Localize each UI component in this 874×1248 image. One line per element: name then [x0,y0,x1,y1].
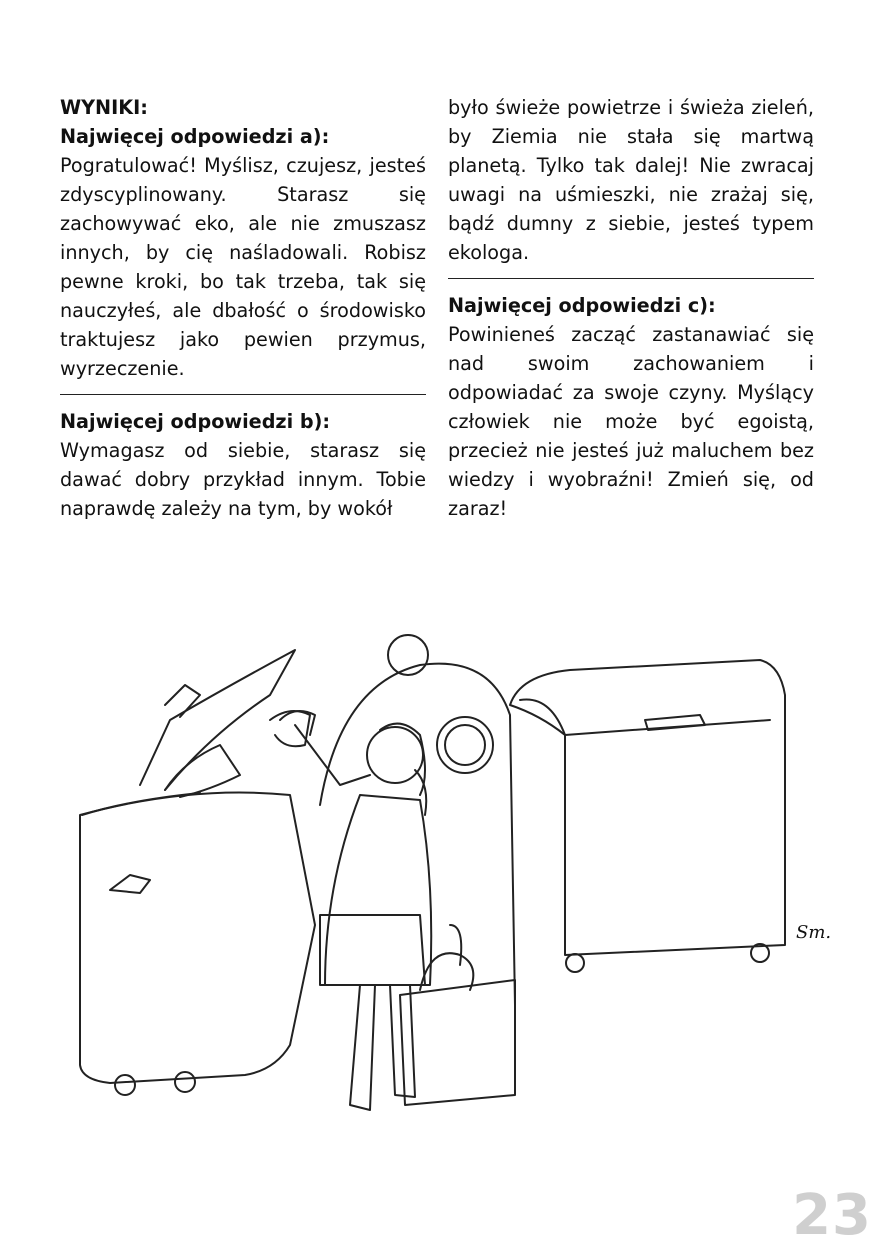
left-column [60,93,426,523]
results-title: WYNIKI: [60,96,148,119]
section-b-heading: Najwięcej odpowiedzi b): [60,410,331,433]
recycling-illustration [70,625,840,1125]
open-bin-left [80,650,315,1095]
divider [448,278,814,279]
igloo-bin-middle [320,635,515,1005]
page-number: 23 [792,1183,872,1248]
divider [60,394,426,395]
right-column [448,93,814,523]
section-b-text-continued: było świeże powietrze i świeża zieleń, by Ziemia nie stała się martwą planetą. Tylko tak dalej! Nie zwracaj uwagi na uśmieszki, nie zrażaj się, bądź dumny z siebie, jesteś typem ekologa. [448,96,814,264]
section-a-text: Pogratulować! Myślisz, czujesz, jesteś zdyscyplinowany. Starasz się zachowywać eko, ale nie zmuszasz innych, by cię naśladowali. Robisz pewne kroki, bo tak trzeba, tak się nauczyłeś, ale dbałość o środowisko traktujesz jako pewien przymus, wyrzeczenie. [60,154,426,380]
section-b-text: Wymagasz od siebie, starasz się dawać dobry przykład innym. Tobie naprawdę zależy na tym, by wokół [60,439,426,520]
section-c-text: Powinieneś zacząć zastanawiać się nad swoim zachowaniem i odpowiadać za swoje czyny. Myślący człowiek nie może być egoistą, przecież nie jesteś już maluchem bez wiedzy i wyobraźni! Zmień się, od zaraz! [448,323,814,520]
artist-signature: Sm. [796,922,832,943]
section-c-heading: Najwięcej odpowiedzi c): [448,294,716,317]
closed-bin-right [510,660,785,972]
girl-figure [280,711,515,1110]
section-a-heading: Najwięcej odpowiedzi a): [60,125,330,148]
